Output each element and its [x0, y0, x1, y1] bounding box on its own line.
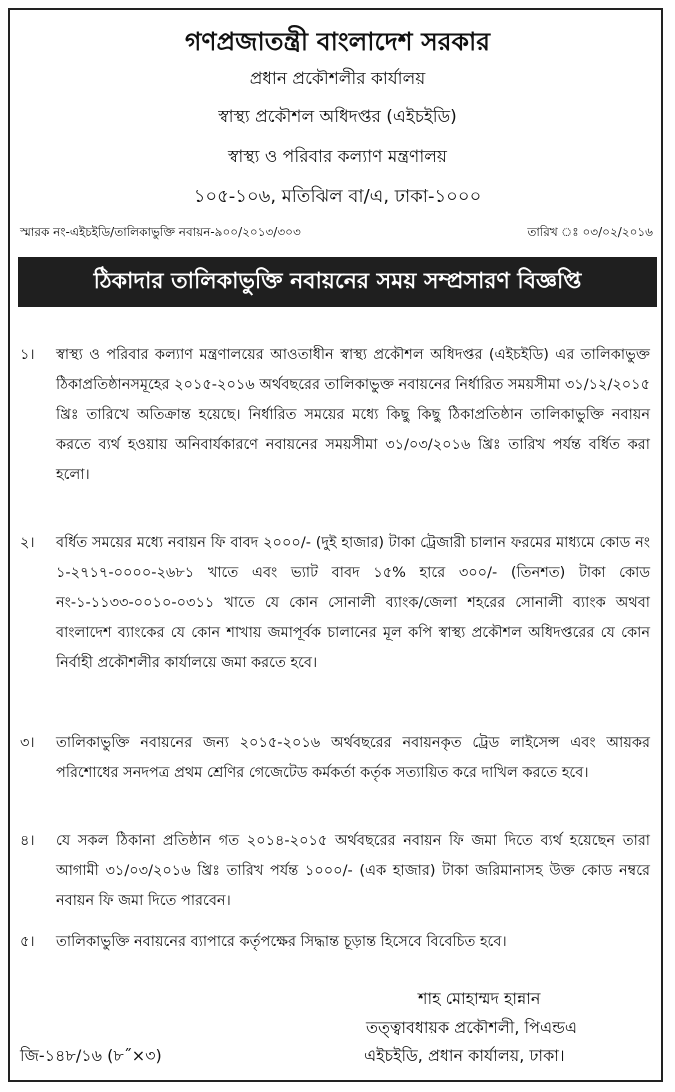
memo-number: স্মারক নং-এইচইডি/তালিকাভুক্তি নবায়ন-৯০০/২০১৩/৩০৩: [20, 225, 301, 239]
office-name: প্রধান প্রকৌশলীর কার্যালয়: [249, 69, 426, 89]
ministry-name: স্বাস্থ্য ও পরিবার কল্যাণ মন্ত্রণালয়: [228, 147, 447, 167]
paragraph-number: ৩।: [20, 735, 35, 751]
government-title: গণপ্রজাতন্ত্রী বাংলাদেশ সরকার: [185, 27, 490, 56]
paragraph-text: বর্ধিত সময়ের মধ্যে নবায়ন ফি বাবদ ২০০০/- (দুই হাজার) টাকা ট্রেজারী চালান ফরমের মাধ্যমে কোড নং ১-২৭১৭-০০০০-২৬৮১ খাতে এবং ভ্যাট বাবদ ১৫% হারে ৩০০/- (তিনশত) টাকা কোড নং-১-১১৩৩-০০১০-০৩১১ খাতে যে কোন সোনালী ব্যাংক/জেলা শহরের সোনালী ব্যাংক অথবা বাংলাদেশ ব্যাংকের যে কোন শাখায় জমাপূর্বক চালানের মূল কপি স্বাস্থ্য প্রকৌশল অধিদপ্তরের যে কোন নির্বাহী প্রকৌশলীর কার্যালয়ে জমা করতে হবে।: [56, 535, 650, 671]
reference-code: জি-১৪৮/১৬ (৮˝×৩): [20, 1046, 162, 1065]
department-name: স্বাস্থ্য প্রকৌশল অধিদপ্তর (এইচইডি): [218, 107, 457, 127]
paragraph-text: তালিকাভুক্তি নবায়নের ব্যাপারে কর্তৃপক্ষের সিদ্ধান্ত চূড়ান্ত হিসেবে বিবেচিত হবে।: [56, 934, 507, 950]
paragraph-text: তালিকাভুক্তি নবায়নের জন্য ২০১৫-২০১৬ অর্থবছরের নবায়নকৃত ট্রেড লাইসেন্স এবং আয়কর পরিশোধের সনদপত্র প্রথম শ্রেণির গেজেটেড কর্মকর্তা কর্তৃক সত্যায়িত করে দাখিল করতে হবে।: [56, 735, 650, 781]
paragraph-4: [20, 826, 650, 916]
paragraph-3: [20, 728, 650, 788]
notice-title: ঠিকাদার তালিকাভুক্তি নবায়নের সময় সম্প্রসারণ বিজ্ঞপ্তি: [93, 268, 582, 294]
paragraph-number: ৪।: [20, 833, 35, 849]
paragraph-text: স্বাস্থ্য ও পরিবার কল্যাণ মন্ত্রণালয়ের আওতাধীন স্বাস্থ্য প্রকৌশল অধিদপ্তর (এইচইডি) এর তালিকাভুক্ত ঠিকাপ্রতিষ্ঠানসমূহের ২০১৫-২০১৬ অর্থবছরের তালিকাভুক্ত নবায়নের নির্ধারিত সময়সীমা ৩১/১২/২০১৫ খ্রিঃ তারিখে অতিক্রান্ত হয়েছে। নির্ধারিত সময়ের মধ্যে কিছু কিছু ঠিকাপ্রতিষ্ঠান তালিকাভুক্তি নবায়ন করতে ব্যর্থ হওয়ায় অনিবার্যকারণে নবায়নের সময়সীমা ৩১/০৩/২০১৬ খ্রিঃ তারিখ পর্যন্ত বর্ধিত করা হলো।: [56, 347, 650, 483]
notice-date: তারিখ ঃ ০৩/০২/২০১৬: [527, 225, 653, 239]
paragraph-5: [20, 927, 650, 957]
office-address: ১০৫-১০৬, মতিঝিল বা/এ, ঢাকা-১০০০: [193, 186, 482, 207]
paragraph-number: ২।: [20, 535, 35, 551]
paragraph-text: যে সকল ঠিকানা প্রতিষ্ঠান গত ২০১৪-২০১৫ অর্থবছরের নবায়ন ফি জমা দিতে ব্যর্থ হয়েছেন তারা আগামী ৩১/০৩/২০১৬ খ্রিঃ তারিখ পর্যন্ত ১০০০/- (এক হাজার) টাকা জরিমানাসহ উক্ত কোড নম্বরে নবায়ন ফি জমা দিতে পারবেন।: [56, 833, 650, 909]
paragraph-number: ৫।: [20, 934, 35, 950]
signatory-name: শাহ মোহাম্মদ হান্নান: [418, 989, 541, 1008]
paragraph-number: ১।: [20, 347, 35, 363]
paragraph-1: [20, 340, 650, 490]
signatory-office: এইচইডি, প্রধান কার্যালয়, ঢাকা।: [364, 1046, 565, 1065]
notice-title-banner: [18, 257, 657, 307]
paragraph-2: [20, 528, 650, 678]
signatory-designation: তত্ত্বাবধায়ক প্রকৌশলী, পিএন্ডএ: [366, 1018, 578, 1037]
